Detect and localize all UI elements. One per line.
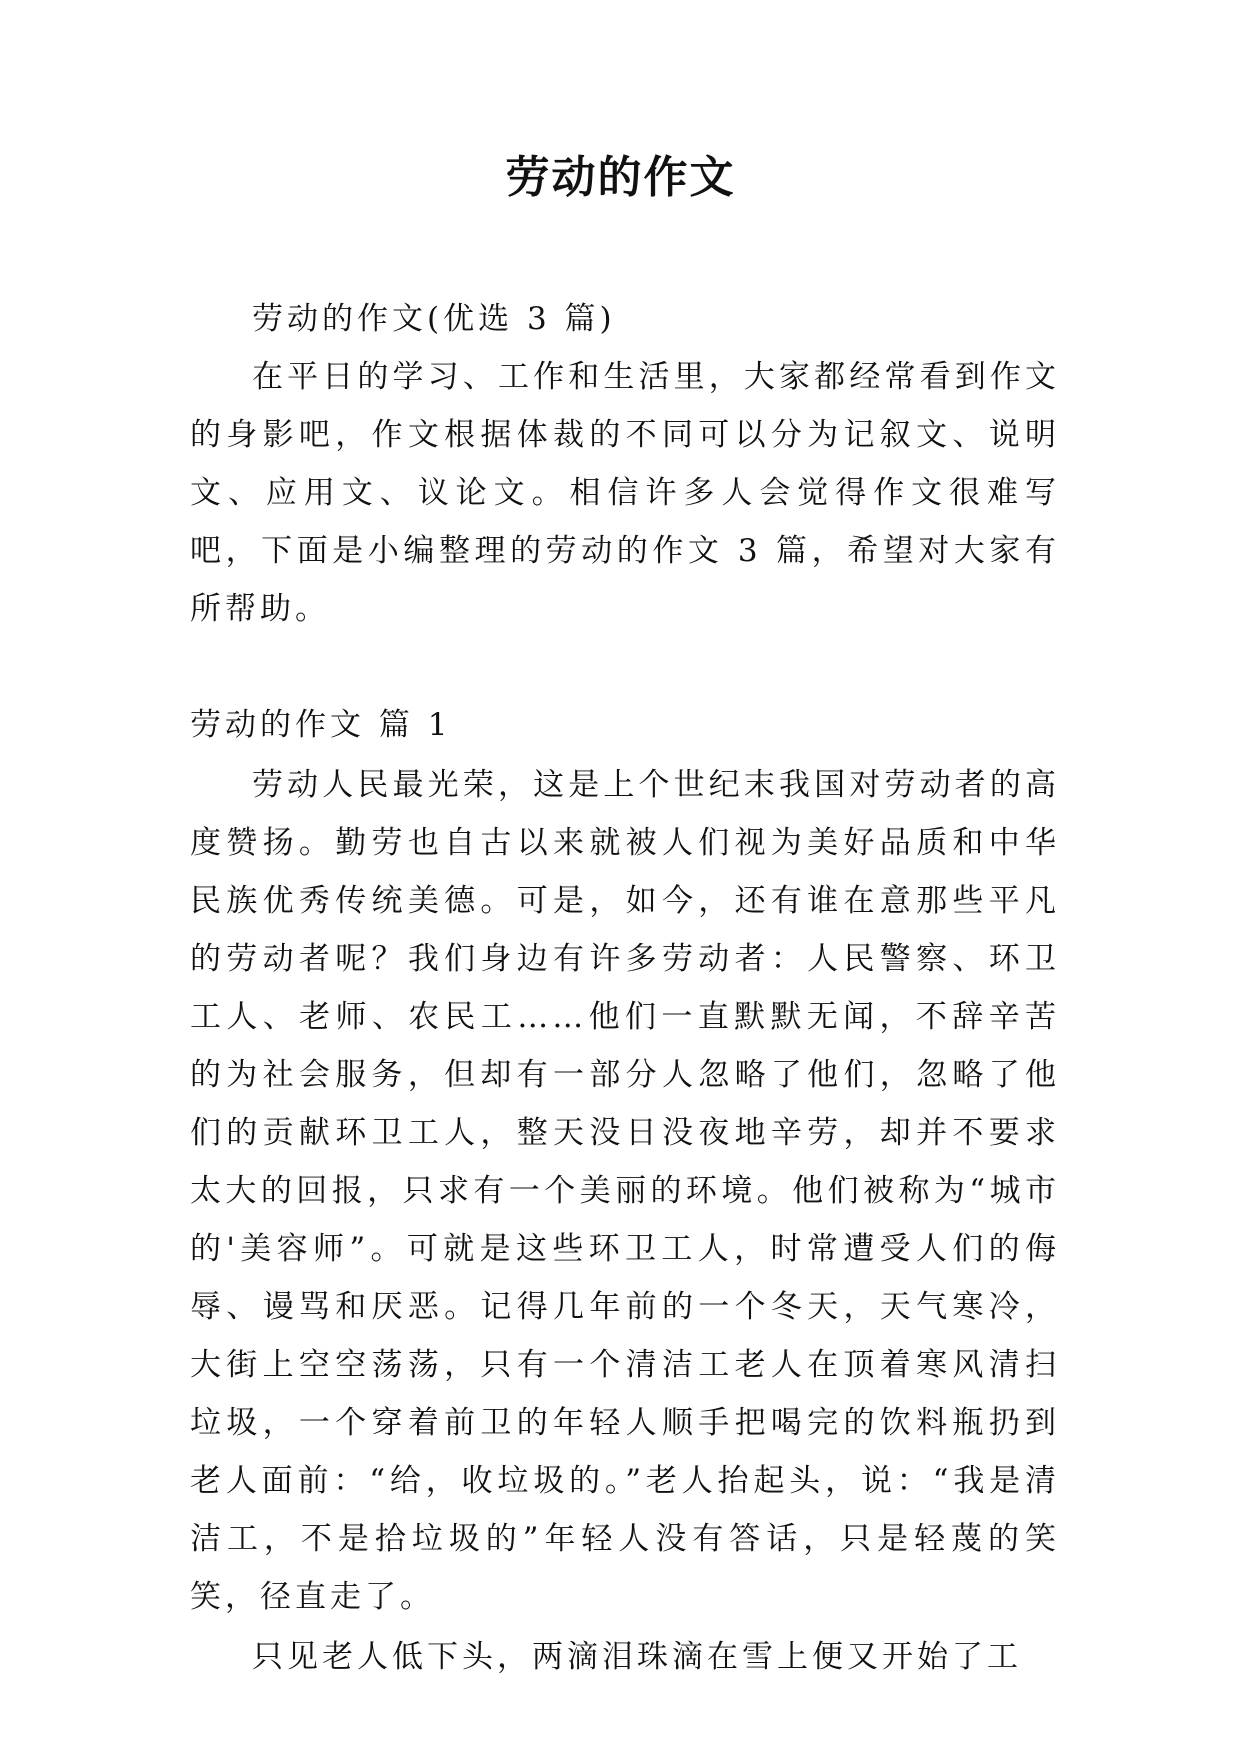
document-body — [190, 290, 1060, 1686]
section-1-paragraph-2: 只见老人低下头，两滴泪珠滴在雪上便又开始了工 — [252, 1639, 1022, 1675]
section-1-paragraph-1: 劳动人民最光荣，这是上个世纪末我国对劳动者的高度赞扬。勤劳也自古以来就被人们视为美好品质和中华民族优秀传统美德。可是，如今，还有谁在意那些平凡的劳动者呢？我们身边有许多劳动者：人民警察、环卫工人、老师、农民工……他们一直默默无闻，不辞辛苦的为社会服务，但却有一部分人忽略了他们，忽略了他们的贡献环卫工人，整天没日没夜地辛劳，却并不要求太大的回报，只求有一个美丽的环境。他们被称为“城市的'美容师”。可就是这些环卫工人，时常遭受人们的侮辱、谩骂和厌恶。记得几年前的一个冬天，天气寒冷，大街上空空荡荡，只有一个清洁工老人在顶着寒风清扫垃圾，一个穿着前卫的年轻人顺手把喝完的饮料瓶扔到老人面前：“给，收垃圾的。”老人抬起头，说：“我是清洁工，不是拾垃圾的”年轻人没有答话，只是轻蔑的笑笑，径直走了。 — [190, 767, 1060, 1615]
intro-paragraph: 在平日的学习、工作和生活里，大家都经常看到作文的身影吧，作文根据体裁的不同可以分为记叙文、说明文、应用文、议论文。相信许多人会觉得作文很难写吧，下面是小编整理的劳动的作文 3 篇，希望对大家有所帮助。 — [190, 359, 1060, 627]
document-subtitle: 劳动的作文(优选 3 篇) — [252, 301, 616, 337]
document-title: 劳动的作文 — [505, 152, 736, 203]
section-heading-1: 劳动的作文 篇 1 — [190, 707, 452, 743]
